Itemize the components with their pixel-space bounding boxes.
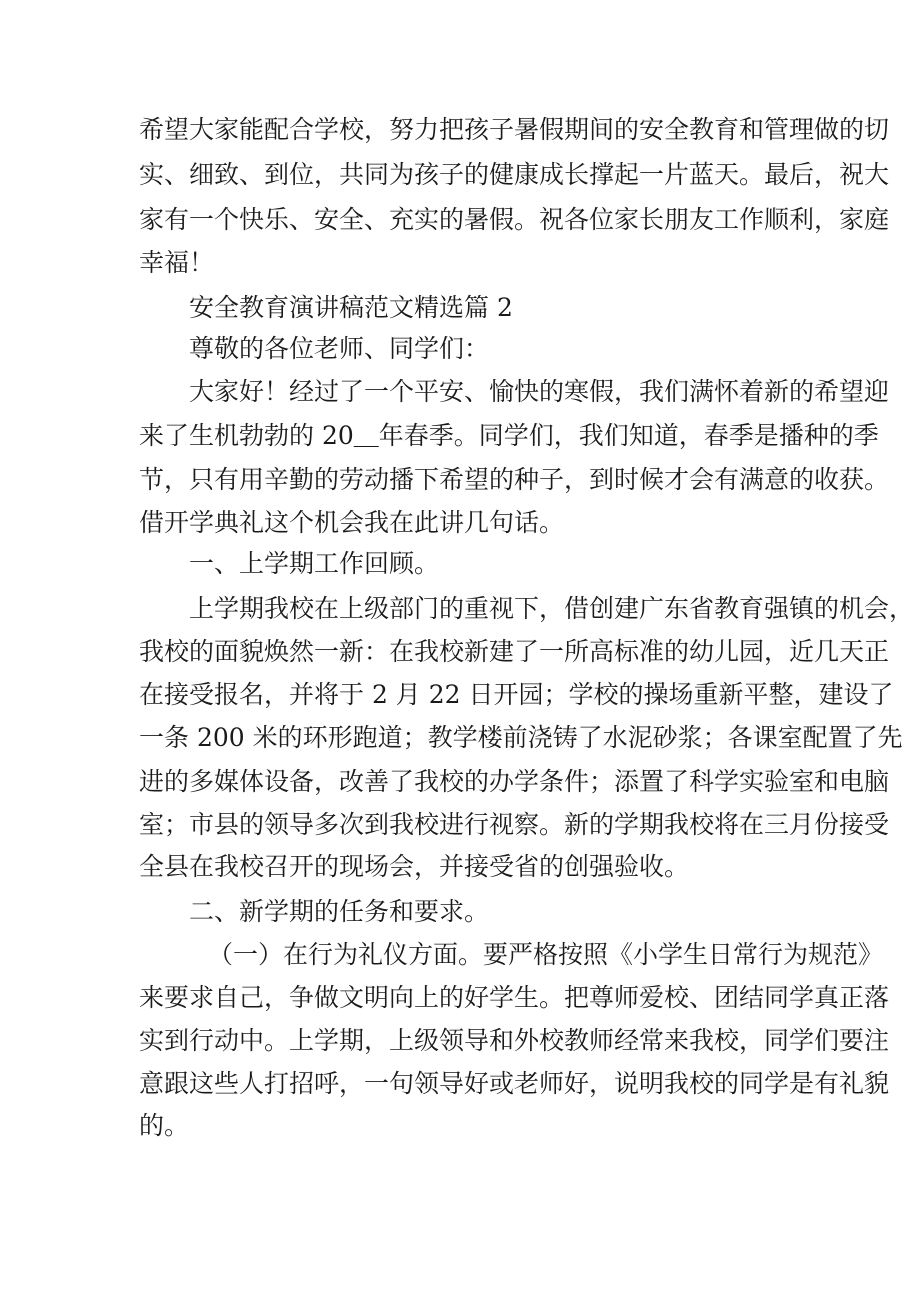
subheading-1: 一、上学期工作回顾。 xyxy=(189,549,440,578)
paragraph-4-line-5: 的。 xyxy=(139,1111,190,1140)
paragraph-2-line-4: 借开学典礼这个机会我在此讲几句话。 xyxy=(139,508,565,537)
paragraph-3-line-6: 室；市县的领导多次到我校进行视察。新的学期我校将在三月份接受 xyxy=(139,810,890,839)
paragraph-3-line-4: 一条 200 米的环形跑道；教学楼前浇铸了水泥砂浆；各课室配置了先 xyxy=(139,723,903,752)
paragraph-3-line-7: 全县在我校召开的现场会，并接受省的创强验收。 xyxy=(139,852,690,881)
subheading-2: 二、新学期的任务和要求。 xyxy=(189,897,490,926)
paragraph-3-line-3: 在接受报名，并将于 2 月 22 日开园；学校的操场重新平整，建设了 xyxy=(139,680,894,709)
paragraph-2-line-2: 来了生机勃勃的 20＿年春季。同学们，我们知道，春季是播种的季 xyxy=(139,421,879,450)
section-heading: 安全教育演讲稿范文精选篇 2 xyxy=(189,293,513,322)
paragraph-2-line-1: 大家好！经过了一个平安、愉快的寒假，我们满怀着新的希望迎 xyxy=(189,377,890,406)
paragraph-1-line-2: 实、细致、到位，共同为孩子的健康成长撑起一片蓝天。最后，祝大 xyxy=(139,160,890,189)
paragraph-1-line-1: 希望大家能配合学校，努力把孩子暑假期间的安全教育和管理做的切 xyxy=(139,115,890,144)
paragraph-3-line-5: 进的多媒体设备，改善了我校的办学条件；添置了科学实验室和电脑 xyxy=(139,767,890,796)
paragraph-3-line-2: 我校的面貌焕然一新：在我校新建了一所高标准的幼儿园，近几天正 xyxy=(139,637,890,666)
paragraph-1-line-3: 家有一个快乐、安全、充实的暑假。祝各位家长朋友工作顺利，家庭 xyxy=(139,205,890,234)
paragraph-1-line-4: 幸福！ xyxy=(139,248,215,277)
paragraph-3-line-1: 上学期我校在上级部门的重视下，借创建广东省教育强镇的机会， xyxy=(189,594,915,623)
paragraph-4-line-4: 意跟这些人打招呼，一句领导好或老师好，说明我校的同学是有礼貌 xyxy=(139,1069,890,1098)
paragraph-4-line-3: 实到行动中。上学期，上级领导和外校教师经常来我校，同学们要注 xyxy=(139,1026,890,1055)
paragraph-4-line-2: 来要求自己，争做文明向上的好学生。把尊师爱校、团结同学真正落 xyxy=(139,983,890,1012)
salutation: 尊敬的各位老师、同学们： xyxy=(189,334,490,363)
paragraph-4-line-1: （一）在行为礼仪方面。要严格按照《小学生日常行为规范》 xyxy=(208,940,884,969)
paragraph-2-line-3: 节，只有用辛勤的劳动播下希望的种子，到时候才会有满意的收获。 xyxy=(139,465,890,494)
